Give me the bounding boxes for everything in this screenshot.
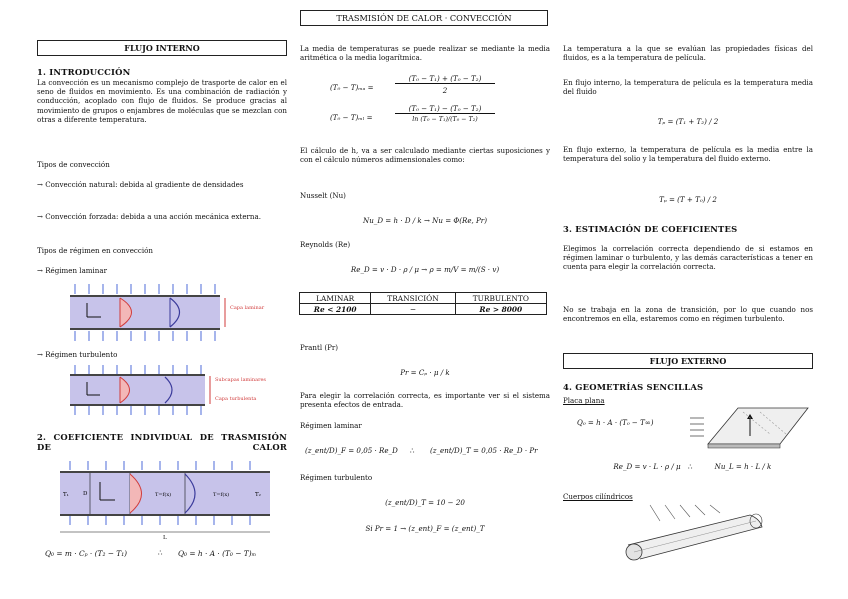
estim-heading: 3. ESTIMACIÓN DE COEFICIENTES (563, 224, 738, 234)
types-label: Tipos de convección (37, 160, 110, 169)
estim-text1: Elegimos la correlación correcta dependiendo de si estamos en régimen laminar o turbulento, y las demás características a tener en cuenta para elegir la correlación correcta. (563, 244, 813, 272)
page-title: TRASMISIÓN DE CALOR · CONVECCIÓN (300, 10, 548, 26)
regime-header-turbulento: TURBULENTO (455, 293, 546, 304)
pipe-l: L (163, 535, 167, 540)
coef-heading: 2. COEFICIENTE INDIVIDUAL DE TRASMISIÓN DE CALOR (37, 432, 287, 452)
regime-value-turbulento: Re > 8000 (455, 304, 546, 315)
eq-zent-lam1: (z_ent/D)_F = 0,05 · Re_D (305, 446, 398, 455)
regimes-label: Tipos de régimen en convección (37, 246, 153, 255)
temp-text: La temperatura a la que se evalúan las propiedades físicas del fluidos, es a la temperatura de película. (563, 44, 813, 63)
eq-ma-lhs: (T₀ − T)ₘₐ = (330, 83, 374, 92)
regime-value-laminar: Re < 2100 (300, 304, 371, 315)
reynolds-label: Reynolds (Re) (300, 240, 351, 249)
intro-heading: 1. INTRODUCCIÓN (37, 67, 131, 77)
external-text: En flujo externo, la temperatura de película es la media entre la temperatura del solio y la temperatura del fluido externo. (563, 145, 813, 164)
intro-text: La convección es un mecanismo complejo de trasporte de calor en el seno de fluidos en movimiento. Es una combinación de radiación y conducción, acoplado con flujo de fluidos. Se produce gracias al movimiento de grupos o enjambres de moléculas que se mezclan con otras a diferente temperatura. (37, 78, 287, 124)
pipe-d: D (83, 491, 88, 497)
eq-sep2: ∴ (410, 446, 415, 455)
eq-plate-nu: Nu_L = h · L / k (714, 462, 772, 471)
mean-intro: La media de temperaturas se puede realizar se mediante la media aritmética o la media logarítmica. (300, 44, 550, 63)
calc-text: El cálculo de h, va a ser calculado mediante ciertas suposiciones y con el cálculo números adimensionales como: (300, 146, 550, 165)
eq-zent-turb: (z_ent/D)_T = 10 − 20 (385, 498, 465, 507)
turbulent-regime-label: Régimen turbulento (300, 473, 373, 482)
laminar-flow-figure (65, 283, 285, 343)
turbulent-flow-figure (65, 364, 285, 416)
eq-zent-lam2: (z_ent/D)_T = 0,05 · Re_D · Pr (430, 446, 538, 455)
regime-header-laminar: LAMINAR (300, 293, 371, 304)
type-forced: → Convección forzada: debida a una acción mecánica externa. (37, 212, 261, 221)
section-box-flujo-externo: FLUJO EXTERNO (563, 353, 813, 369)
estim-text2: No se trabaja en la zona de transición, por lo que cuando nos encontremos en ella, estaremos como en régimen turbulento. (563, 305, 813, 324)
turb-fig-label2: Capa turbulenta (215, 396, 257, 402)
turbulent-label: → Régimen turbulento (37, 350, 118, 359)
eq-plate-q: Q₀ = h · A · (T₀ − T∞) (577, 418, 654, 427)
prantl-label: Prantl (Pr) (300, 343, 339, 352)
laminar-fig-label: Capa laminar (230, 305, 265, 311)
pipe-tfx: T=f(x) (155, 492, 172, 498)
flat-plate-figure (688, 404, 813, 456)
turb-fig-label1: Subcapas laminares (215, 377, 267, 383)
nusselt-label: Nusselt (Nu) (300, 191, 346, 200)
eq-sep: ∴ (158, 549, 163, 557)
eq-si-pr: Si Pr = 1 → (z_ent)_F = (z_ent)_T (365, 524, 485, 533)
plate-label: Placa plana (563, 396, 605, 405)
eq-pr: Pr = Cₚ · μ / k (400, 368, 450, 377)
laminar-regime-label: Régimen laminar (300, 421, 362, 430)
eq-ma-den: 2 (442, 86, 448, 95)
regime-table (299, 292, 547, 315)
pipe-t1: T₁ (63, 492, 69, 498)
laminar-label: → Régimen laminar (37, 266, 107, 275)
cyl-label: Cuerpos cilíndricos (563, 492, 633, 501)
eq-q2: Q₀ = h · A · (T₀ − T)ₘ (178, 549, 257, 558)
entry-text: Para elegir la correlación correcta, es importante ver si el sistema presenta efectos de entrada. (300, 391, 550, 410)
pipe-figure (55, 460, 280, 540)
geom-heading: 4. GEOMETRÍAS SENCILLAS (563, 382, 704, 392)
pipe-tfx2: T=f(x) (213, 492, 230, 498)
regime-value-transicion: − (371, 304, 455, 315)
eq-ml-lhs: (T₀ − T)ₘₗ = (330, 113, 373, 122)
internal-text: En flujo interno, la temperatura de película es la temperatura media del fluido (563, 78, 813, 97)
eq-tp-ext: Tₚ = (T + T₀) / 2 (659, 195, 717, 204)
eq-plate-re: Re_D = v · L · ρ / μ (613, 462, 681, 471)
eq-tp-int: Tₚ = (T₁ + T₂) / 2 (657, 117, 719, 126)
eq-nu: Nu_D = h · D / k → Nu = Φ(Re, Pr) (363, 216, 487, 225)
cylinder-figure (610, 503, 775, 568)
regime-header-transicion: TRANSICIÓN (371, 293, 455, 304)
pipe-t2: T₂ (255, 492, 261, 498)
eq-q1: Q₀ = m · Cₚ · (T₂ − T₁) (45, 549, 128, 558)
type-natural: → Convección natural: debida al gradiente de densidades (37, 180, 244, 189)
eq-sep3: ∴ (688, 462, 693, 471)
eq-ma-num: (T₀ − T₁) + (T₀ − T₂) (395, 74, 495, 84)
eq-ml-num: (T₀ − T₁) − (T₀ − T₂) (395, 104, 495, 114)
eq-re: Re_D = v · D · ρ / μ → ρ = m/V = m/(S · v) (350, 265, 500, 274)
section-box-flujo-interno: FLUJO INTERNO (37, 40, 287, 56)
eq-ml-den: ln (T₀ − T₁)/(T₀ − T₂) (412, 116, 478, 123)
